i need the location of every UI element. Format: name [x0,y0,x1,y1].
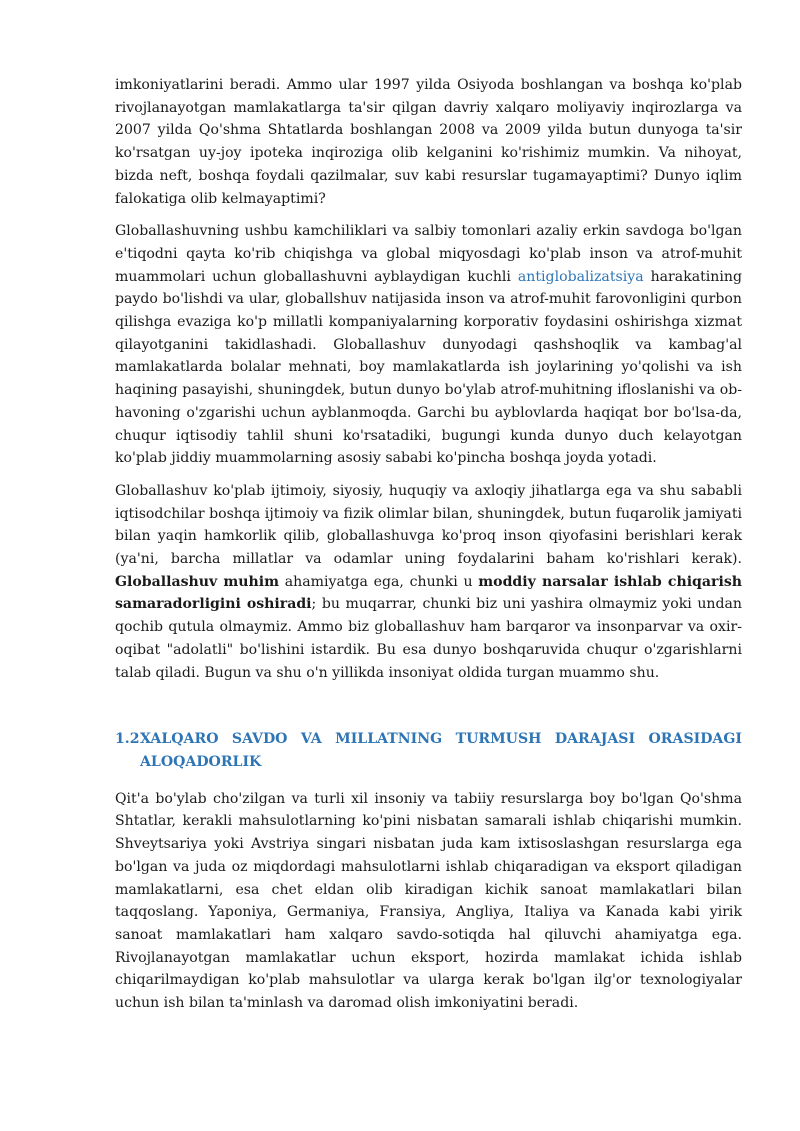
paragraph-3-text-c: ; bu muqarrar, chunki biz uni yashira olmaymiz yoki undan qochib qutula olmaymiz. Ammo biz globallashuv ham barqaror va insonparvar va oxir-oqibat "adolatli" bo'lishini istardik. Bu esa dunyo boshqaruvida chuqur o'zgarishlarni talab qiladi. Bugun va shu o'n yillikda insoniyat oldida turgan muammo shu. [115,596,742,681]
section-title-line-1: XALQARO SAVDO VA MILLATNING TURMUSH DARAJASI ORASIDAGI [140,731,742,748]
paragraph-1: imkoniyatlarini beradi. Ammo ular 1997 yilda Osiyoda boshlangan va boshqa ko'plab rivojlanayotgan mamlakatlarga ta'sir qilgan davriy xalqaro moliyaviy inqirozlarga va 2007 yilda Qo'shma Shtatlarda boshlangan 2008 va 2009 yilda butun dunyoga ta'sir ko'rsatgan uy-joy ipoteka inqiroziga olib kelganini ko'rishimiz mumkin. Va nihoyat, bizda neft, boshqa foydali qazilmalar, suv kabi resurslar tugamayaptimi? Dunyo iqlim falokatiga olib kelmayaptimi? [115,77,742,207]
paragraph-2-text-b: harakatining paydo bo'lishdi va ular, globallshuv natijasida inson va atrof-muhit farovonligini qurbon qilishga evaziga ko'p millatli kompaniyalarning korporativ foydasini oshirishga xizmat qilayotganini takidlashadi. Globallashuv dunyodagi qashshoqlik va kambag'al mamlakatlarda bolalar mehnati, boy mamlakatlarda ish joylarining yo'qolishi va ish haqining pasayishi, shuningdek, butun dunyo bo'ylab atrof-muhitning ifloslanishi va ob-havoning o'zgarishi uchun ayblanmoqda. Garchi bu ayblovlarda haqiqat bor bo'lsa-da, chuqur iqtisodiy tahlil shuni ko'rsatadiki, bugungi kunda dunyo duch kelayotgan ko'plab jiddiy muammolarning asosiy sababi ko'pincha boshqa joyda yotadi. [115,268,742,467]
antiglobalization-link[interactable]: antiglobalizatsiya [517,268,644,285]
section-number: 1.2 [115,731,140,748]
paragraph-3-text-a: Globallashuv ko'plab ijtimoiy, siyosiy, huquqiy va axloqiy jihatlarga ega va shu sababli iqtisodchilar boshqa ijtimoiy va fizik olimlar bilan, shuningdek, butun fuqarolik jamiyati bilan yaqin hamkorlik qilib, globallashuvga ko'proq inson qiyofasini berishlari kerak (ya'ni, barcha millatlar va odamlar uning foydalarini baham ko'rishlari kerak). [115,482,742,568]
paragraph-3-bold-2: moddiy narsalar ishlab chiqarish samaradorligini oshiradi [115,573,743,613]
section-title [140,728,742,773]
paragraph-3-text-b: ahamiyatga ega, chunki u [279,573,479,590]
paragraph-3 [115,480,742,684]
paragraph-4: Qit'a bo'ylab cho'zilgan va turli xil insoniy va tabiiy resurslarga boy bo'lgan Qo'shma Shtatlar, kerakli mahsulotlarning ko'pini nisbatan samarali ishlab chiqarishi mumkin. Shveytsariya yoki Avstriya singari nisbatan juda kam ixtisoslashgan resurslarga ega bo'lgan va juda oz miqdordagi mahsulotlarni ishlab chiqaradigan va eksport qiladigan mamlakatlarni, esa chet eldan olib kiradigan kichik sanoat mamlakatlari bilan taqqoslang. Yaponiya, Germaniya, Fransiya, Angliya, Italiya va Kanada kabi yirik sanoat mamlakatlari ham xalqaro savdo-sotiqda hal qiluvchi ahamiyatga ega. Rivojlanayotgan mamlakatlar uchun eksport, hozirda mamlakat ichida ishlab chiqarilmaydigan ko'plab mahsulotlar va ularga kerak bo'lgan ilg'or texnologiyalar uchun ish bilan ta'minlash va daromad olish imkoniyatini beradi. [115,790,742,1012]
paragraph-2 [115,220,742,470]
section-title-line-2: ALOQADORLIK [140,753,262,770]
document-page [115,74,742,1015]
section-heading [115,728,742,773]
paragraph-3-bold-1: Globallashuv muhim [115,573,280,590]
paragraph-2-text-a: Globallashuvning ushbu kamchiliklari va salbiy tomonlari azaliy erkin savdoga bo'lgan e'tiqodni qayta ko'rib chiqishga va global miqyosdagi ko'plab inson va atrof-muhit muammolari uchun globallashuvni ayblaydigan kuchli [115,223,742,285]
